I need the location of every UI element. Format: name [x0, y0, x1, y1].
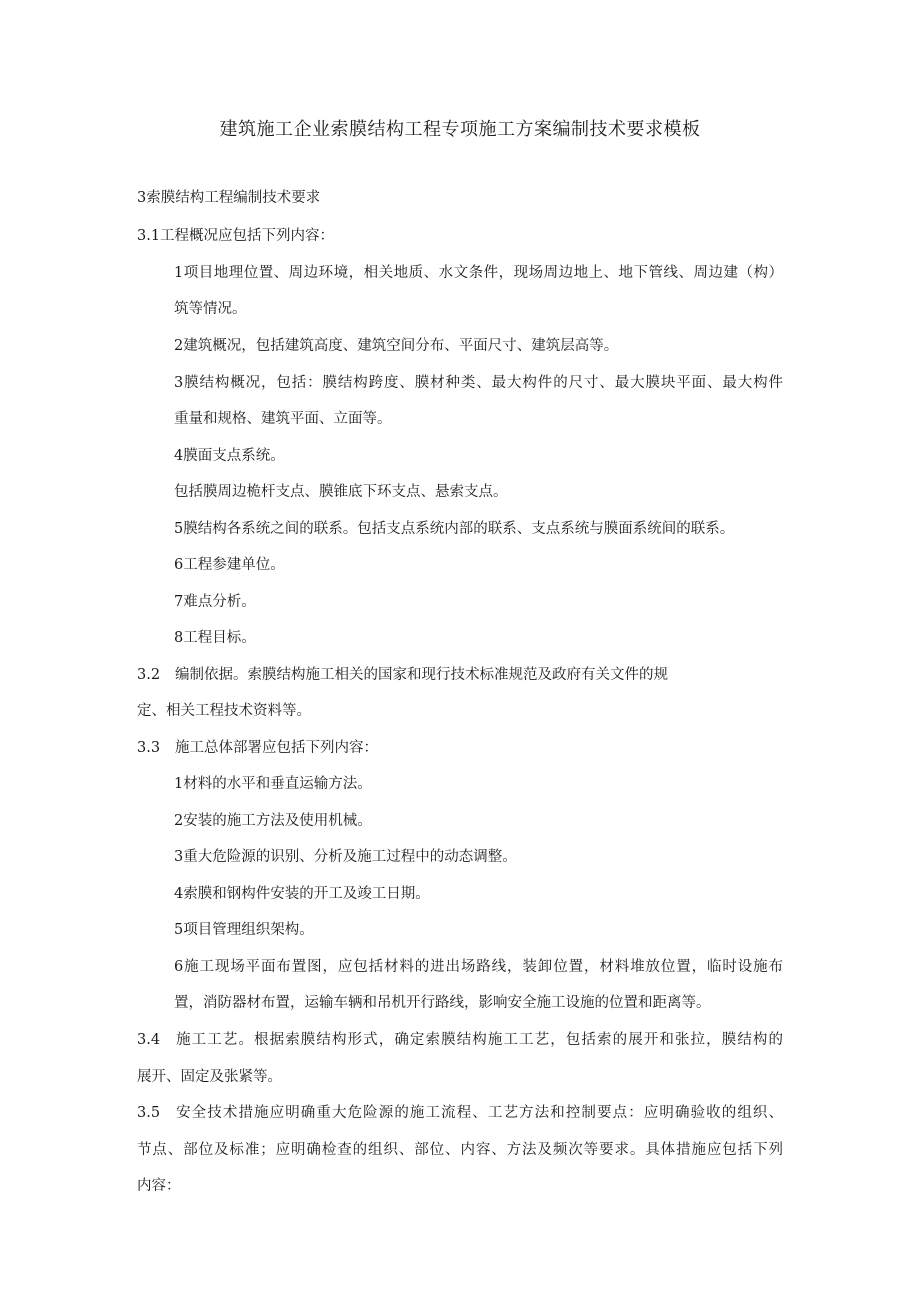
section-heading: 3索膜结构工程编制技术要求	[137, 190, 321, 206]
clause-3-2-cont: 定、相关工程技术资料等。	[137, 703, 311, 719]
clause-3-3-item-3: 3重大危险源的识别、分析及施工过程中的动态调整。	[174, 849, 517, 865]
clause-3-4-cont: 展开、固定及张紧等。	[137, 1069, 282, 1085]
clause-3-3-item-5: 5项目管理组织架构。	[174, 922, 314, 938]
clause-text: 安全技术措施应明确重大危险源的施工流程、工艺方法和控制要点：应明确验收的组织、	[175, 1105, 783, 1121]
clause-3-5-cont-1: 节点、部位及标准；应明确检查的组织、部位、内容、方法及频次等要求。具体措施应包括下列	[137, 1142, 783, 1158]
clause-number: 3.2	[137, 667, 161, 683]
clause-number: 3.4	[137, 1032, 161, 1048]
clause-3-1: 3.1工程概况应包括下列内容：	[137, 228, 335, 244]
clause-3-1-item-2: 2建筑概况，包括建筑高度、建筑空间分布、平面尺寸、建筑层高等。	[174, 338, 619, 354]
clause-3-3	[137, 737, 378, 759]
clause-3-1-item-1: 1项目地理位置、周边环境，相关地质、水文条件，现场周边地上、地下管线、周边建（构）	[174, 265, 783, 281]
clause-number: 3.3	[137, 740, 161, 756]
clause-3-3-item-4: 4索膜和钢构件安装的开工及竣工日期。	[174, 886, 430, 902]
clause-3-1-item-4-detail: 包括膜周边桅杆支点、膜锥底下环支点、悬索支点。	[174, 484, 508, 500]
clause-3-2	[137, 664, 668, 686]
clause-3-1-item-8: 8工程目标。	[174, 630, 256, 646]
clause-3-1-item-5: 5膜结构各系统之间的联系。包括支点系统内部的联系、支点系统与膜面系统间的联系。	[174, 521, 735, 537]
clause-3-3-item-2: 2安装的施工方法及使用机械。	[174, 813, 372, 829]
clause-3-3-item-6: 6施工现场平面布置图，应包括材料的进出场路线，装卸位置，材料堆放位置，临时设施布	[174, 959, 783, 975]
clause-3-1-item-1-cont: 筑等情况。	[174, 301, 247, 317]
clause-3-3-item-6-cont: 置，消防器材布置，运输车辆和吊机开行路线，影响安全施工设施的位置和距离等。	[174, 995, 711, 1011]
clause-text: 施工总体部署应包括下列内容：	[175, 740, 378, 756]
clause-3-1-item-4: 4膜面支点系统。	[174, 448, 285, 464]
clause-3-1-item-3: 3膜结构概况，包括：膜结构跨度、膜材种类、最大构件的尺寸、最大膜块平面、最大构件	[174, 375, 783, 391]
clause-text: 编制依据。索膜结构施工相关的国家和现行技术标准规范及政府有关文件的规	[175, 667, 668, 683]
clause-3-4	[137, 1029, 783, 1051]
clause-3-5-cont-2: 内容：	[137, 1178, 181, 1194]
clause-number: 3.5	[137, 1105, 161, 1121]
clause-text: 施工工艺。根据索膜结构形式，确定索膜结构施工工艺，包括索的展开和张拉，膜结构的	[175, 1032, 783, 1048]
clause-3-1-item-3-cont: 重量和规格、建筑平面、立面等。	[174, 411, 392, 427]
clause-3-1-item-6: 6工程参建单位。	[174, 557, 285, 573]
document-title: 建筑施工企业索膜结构工程专项施工方案编制技术要求模板	[219, 119, 701, 140]
clause-3-5	[137, 1102, 783, 1124]
clause-3-1-item-7: 7难点分析。	[174, 594, 256, 610]
clause-3-3-item-1: 1材料的水平和垂直运输方法。	[174, 776, 372, 792]
